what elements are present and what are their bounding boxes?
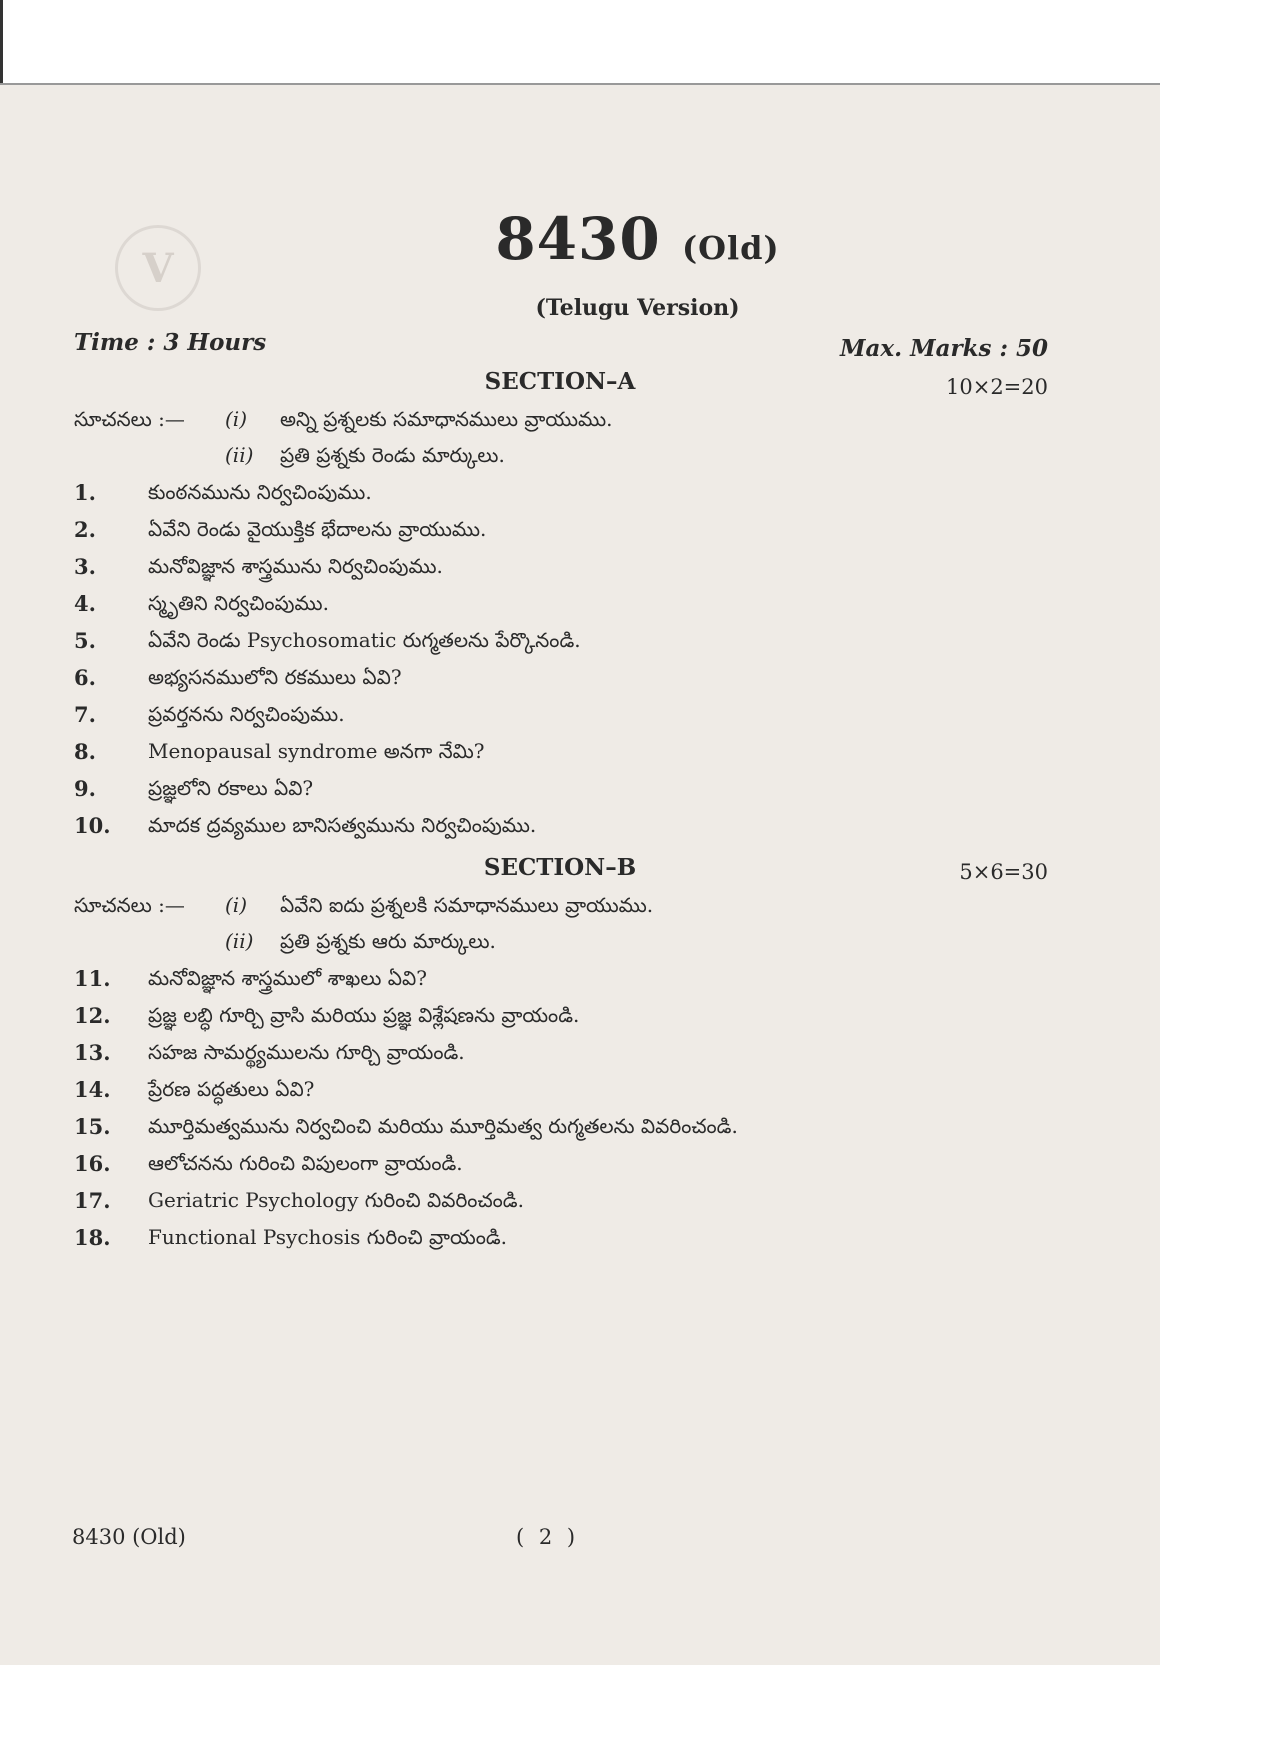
paper-code: 8430 <box>495 205 661 273</box>
question-text: Menopausal syndrome అనగా నేమి? <box>148 739 485 763</box>
question-number: 6. <box>74 665 96 690</box>
section-a-marks-scheme: 10×2=20 <box>946 375 1048 399</box>
footer-paper-code: 8430 (Old) <box>72 1525 186 1549</box>
section-b-note-1-num: (i) <box>225 893 248 917</box>
faint-stamp: V <box>115 225 201 311</box>
section-b-marks-scheme: 5×6=30 <box>959 860 1048 884</box>
question-text: ఏవేని రెండు Psychosomatic రుగ్మతలను పేర్కొనండి. <box>148 628 581 652</box>
question-number: 15. <box>74 1114 111 1139</box>
question-text: స్మృతిని నిర్వచింపుము. <box>148 591 329 615</box>
question-row <box>74 702 345 731</box>
question-text: మనోవిజ్ఞాన శాస్త్రమును నిర్వచింపుము. <box>148 554 443 578</box>
page-number: ( 2 ) <box>516 1525 580 1549</box>
question-row <box>74 591 329 620</box>
question-number: 1. <box>74 480 96 505</box>
question-text: కుంఠనమును నిర్వచింపుము. <box>148 480 372 504</box>
question-number: 3. <box>74 554 96 579</box>
section-a-note-2-text: ప్రతి ప్రశ్నకు రెండు మార్కులు. <box>280 443 505 467</box>
question-number: 16. <box>74 1151 111 1176</box>
question-row <box>74 1003 579 1032</box>
max-marks-label: Max. Marks : 50 <box>840 335 1048 362</box>
question-row <box>74 1225 507 1254</box>
question-row <box>74 966 427 995</box>
question-text: ప్రజ్ఞలోని రకాలు ఏవి? <box>148 776 314 800</box>
question-number: 17. <box>74 1188 111 1213</box>
question-text: ప్రవర్తనను నిర్వచింపుము. <box>148 702 345 726</box>
question-row <box>74 480 372 509</box>
question-row <box>74 1040 465 1069</box>
section-b-note-2-text: ప్రతి ప్రశ్నకు ఆరు మార్కులు. <box>280 929 496 953</box>
question-text: Geriatric Psychology గురించి వివరించండి. <box>148 1188 524 1212</box>
question-row <box>74 517 486 546</box>
section-a-heading: SECTION–A <box>484 368 636 395</box>
section-b-heading: SECTION–B <box>483 854 637 881</box>
question-number: 11. <box>74 966 111 991</box>
section-b-note-label: సూచనలు :— <box>74 893 185 917</box>
paper-code-title <box>0 205 1275 273</box>
section-b-note-1-text: ఏవేని ఐదు ప్రశ్నలకి సమాధానములు వ్రాయుము. <box>280 893 654 917</box>
question-row <box>74 1114 738 1143</box>
question-row <box>74 776 313 805</box>
question-number: 12. <box>74 1003 111 1028</box>
question-row <box>74 665 402 694</box>
question-text: మాదక ద్రవ్యముల బానిసత్వమును నిర్వచింపుము. <box>148 813 537 837</box>
question-row <box>74 628 581 657</box>
question-text: ప్రేరణ పద్ధతులు ఏవి? <box>148 1077 315 1101</box>
question-row <box>74 739 485 768</box>
version-subtitle: (Telugu Version) <box>535 295 740 321</box>
question-number: 2. <box>74 517 96 542</box>
question-number: 7. <box>74 702 96 727</box>
time-label: Time : 3 Hours <box>74 329 267 356</box>
question-text: ఆలోచనను గురించి విపులంగా వ్రాయండి. <box>148 1151 463 1175</box>
question-number: 10. <box>74 813 111 838</box>
question-text: మూర్తిమత్వమును నిర్వచించి మరియు మూర్తిమత్వ రుగ్మతలను వివరించండి. <box>148 1114 738 1138</box>
section-a-note-label: సూచనలు :— <box>74 407 185 431</box>
section-a-note-1-text: అన్ని ప్రశ్నలకు సమాధానములు వ్రాయుము. <box>280 407 613 431</box>
paper-code-suffix: (Old) <box>681 229 780 267</box>
question-number: 4. <box>74 591 96 616</box>
scan-edge-line <box>0 0 3 85</box>
question-text: ఏవేని రెండు వైయుక్తిక భేదాలను వ్రాయుము. <box>148 517 487 541</box>
question-number: 13. <box>74 1040 111 1065</box>
question-row <box>74 1188 524 1217</box>
question-row <box>74 1077 314 1106</box>
question-row <box>74 1151 463 1180</box>
section-b-note-2-num: (ii) <box>225 929 254 953</box>
question-number: 5. <box>74 628 96 653</box>
question-number: 18. <box>74 1225 111 1250</box>
question-number: 14. <box>74 1077 111 1102</box>
question-row <box>74 813 536 842</box>
question-text: మనోవిజ్ఞాన శాస్త్రములో శాఖలు ఏవి? <box>148 966 427 990</box>
section-a-note-2-num: (ii) <box>225 443 254 467</box>
question-number: 8. <box>74 739 96 764</box>
question-number: 9. <box>74 776 96 801</box>
question-row <box>74 554 443 583</box>
section-a-note-1-num: (i) <box>225 407 248 431</box>
question-text: అభ్యసనములోని రకములు ఏవి? <box>148 665 402 689</box>
question-text: సహజ సామర్థ్యములను గూర్చి వ్రాయండి. <box>148 1040 465 1064</box>
question-text: Functional Psychosis గురించి వ్రాయండి. <box>148 1225 507 1249</box>
question-text: ప్రజ్ఞ లబ్ధి గూర్చి వ్రాసి మరియు ప్రజ్ఞ విశ్లేషణను వ్రాయండి. <box>148 1003 580 1027</box>
